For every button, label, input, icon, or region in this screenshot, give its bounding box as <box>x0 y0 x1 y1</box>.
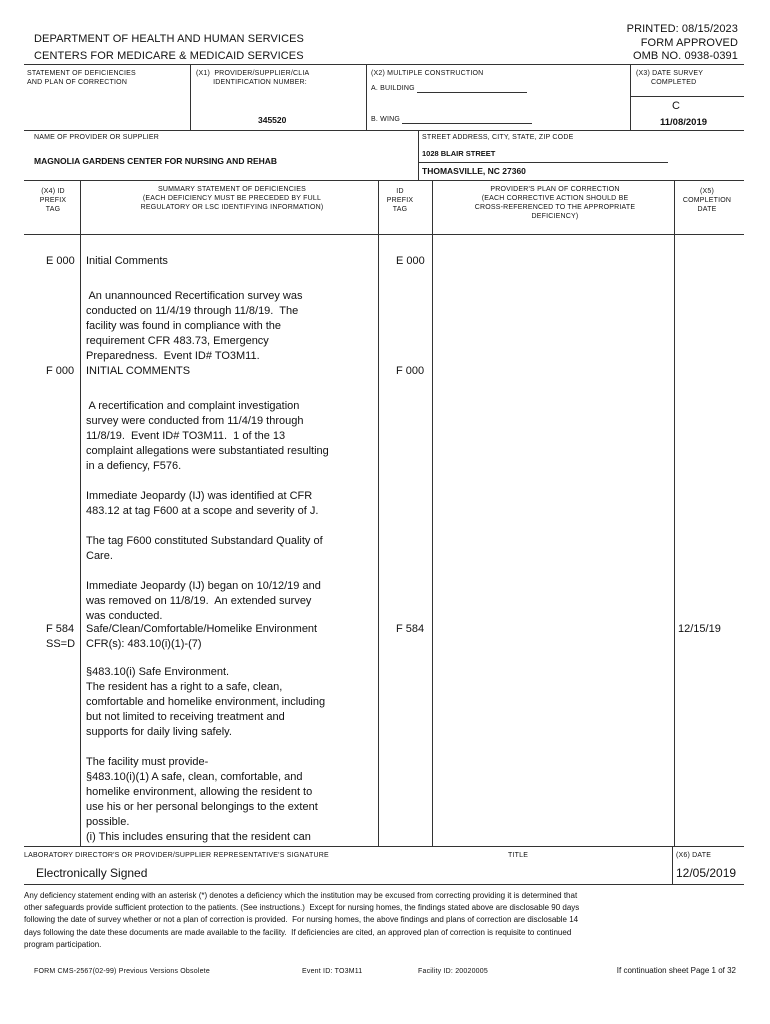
building-blank <box>417 84 527 93</box>
signature-label: LABORATORY DIRECTOR'S OR PROVIDER/SUPPLIER REPRESENTATIVE'S SIGNATURE <box>24 852 329 859</box>
event-id: Event ID: TO3M11 <box>302 968 363 975</box>
f584-completion-date: 12/15/19 <box>678 623 721 635</box>
x1-provider-number: 345520 <box>258 115 287 125</box>
provider-top-rule <box>24 130 744 131</box>
e000-tag: E 000 <box>46 255 75 267</box>
divider-address <box>418 130 419 180</box>
columns-top-rule <box>24 180 744 181</box>
divider-x3 <box>630 64 631 130</box>
signature-date: 12/05/2019 <box>676 866 737 880</box>
f584-title: Safe/Clean/Comfortable/Homelike Environment CFR(s): 483.10(i)(1)-(7) <box>86 623 318 650</box>
x3-mid-rule <box>630 96 744 97</box>
e000-id: E 000 <box>396 255 425 267</box>
col-summary: SUMMARY STATEMENT OF DEFICIENCIES (EACH DEFICIENCY MUST BE PRECEDED BY FULL REGULATORY OR LSC IDENTIFYING INFORMATION) <box>140 186 324 211</box>
e000-title: Initial Comments <box>86 255 168 267</box>
city-state-zip: THOMASVILLE, NC 27360 <box>422 166 526 176</box>
e000-text: An unannounced Recertification survey was conducted on 11/4/19 through 11/8/19. The facility was found in compliance with the requirement CFR 483.73, Emergency Preparedness. Event ID# TO3M11. <box>86 290 303 362</box>
body-col-2 <box>378 180 379 846</box>
divider-x1 <box>190 64 191 130</box>
f584-tag: F 584 <box>46 623 75 635</box>
body-col-1 <box>80 180 81 846</box>
building-label <box>371 84 527 93</box>
provider-label: NAME OF PROVIDER OR SUPPLIER <box>34 134 160 141</box>
x3-survey-date: 11/08/2019 <box>660 117 708 128</box>
omb-number: OMB NO. 0938-0391 <box>632 50 738 62</box>
street-rule <box>418 162 668 163</box>
centers-title: CENTERS FOR MEDICARE & MEDICAID SERVICES <box>34 50 304 62</box>
col-id-prefix: ID PREFIX TAG <box>386 188 414 213</box>
signature-top-rule <box>24 846 744 847</box>
signature-date-divider <box>672 846 673 884</box>
x1-label: (X1) PROVIDER/SUPPLIER/CLIA IDENTIFICATION NUMBER: <box>196 70 310 86</box>
printed-date: PRINTED: 08/15/2023 <box>626 23 738 35</box>
continuation-page: If continuation sheet Page 1 of 32 <box>616 966 736 975</box>
f000-id: F 000 <box>396 365 425 377</box>
street-address: 1028 BLAIR STREET <box>422 149 496 158</box>
f000-title: INITIAL COMMENTS <box>86 365 191 377</box>
department-title: DEPARTMENT OF HEALTH AND HUMAN SERVICES <box>34 33 304 45</box>
f000-text: A recertification and complaint investigation survey were conducted from 11/4/19 through 11/8/19. Event ID# TO3M11. 1 of the 13 complaint allegations were substantiated resulting in a defiency, F576. Immediate Jeopardy (IJ) was identified at CFR 483.12 at tag F600 at a scope and severity of J. The tag F600 constituted Substandard Quality of Care. Immediate Jeopardy (IJ) began on 10/12/19 and was removed on 11/8/19. An extended survey was conducted. <box>86 400 329 622</box>
f584-id: F 584 <box>396 623 425 635</box>
title-label: TITLE <box>508 852 529 859</box>
body-col-3 <box>432 180 433 846</box>
provider-name: MAGNOLIA GARDENS CENTER FOR NURSING AND REHAB <box>34 156 278 166</box>
col-x5-date: (X5) COMPLETION DATE <box>682 188 732 213</box>
col-x4-prefix: (X4) ID PREFIX TAG <box>39 188 67 213</box>
statement-label: STATEMENT OF DEFICIENCIES AND PLAN OF CORRECTION <box>27 70 136 86</box>
form-approved: FORM APPROVED <box>640 37 738 49</box>
header-top-rule <box>24 64 744 65</box>
disclaimer-text: Any deficiency statement ending with an asterisk (*) denotes a deficiency which the institution may be excused from correcting providing it is determined that other safeguards provide sufficient protection to the patients. (See instructions.) Except for nursing homes, the findings stated above are disclosable 90 days following the date of survey whether or not a plan of correction is provided. For nursing homes, the above findings and plans of correction are disclosable 14 days following the date these documents are made available to the facility. If deficiencies are cited, an approved plan of correction is requisite to continued program participation. <box>24 891 580 949</box>
x3-code: C <box>672 100 681 112</box>
building-label-text: A. BUILDING <box>371 85 415 92</box>
f584-scope-severity: SS=D <box>46 638 76 650</box>
x2-label: (X2) MULTIPLE CONSTRUCTION <box>371 70 484 77</box>
electronic-signature: Electronically Signed <box>36 866 148 880</box>
x6-date-label: (X6) DATE <box>676 852 712 859</box>
f584-text: §483.10(i) Safe Environment. The resident has a right to a safe, clean, comfortable and homelike environment, including but not limited to receiving treatment and supports for daily living safely. The facility must provide- §483.10(i)(1) A safe, clean, comfortable, and homelike environment, allowing the resident to use his or her personal belongings to the extent possible. (i) This includes ensuring that the resident can <box>86 666 326 843</box>
address-label: STREET ADDRESS, CITY, STATE, ZIP CODE <box>422 134 574 141</box>
col-plan: PROVIDER'S PLAN OF CORRECTION (EACH CORRECTIVE ACTION SHOULD BE CROSS-REFERENCED TO THE APPROPRIATE DEFICIENCY) <box>474 186 636 220</box>
wing-label <box>371 115 532 124</box>
x3-label: (X3) DATE SURVEY COMPLETED <box>636 70 704 86</box>
body-col-4 <box>674 180 675 846</box>
wing-label-text: B. WING <box>371 116 401 123</box>
facility-id: Facility ID: 20020005 <box>418 968 488 975</box>
divider-x2 <box>366 64 367 130</box>
wing-blank <box>402 115 532 124</box>
f000-tag: F 000 <box>46 365 75 377</box>
form-number: FORM CMS-2567(02-99) Previous Versions Obsolete <box>34 968 210 975</box>
signature-bottom-rule <box>24 884 744 885</box>
columns-bottom-rule <box>24 234 744 235</box>
